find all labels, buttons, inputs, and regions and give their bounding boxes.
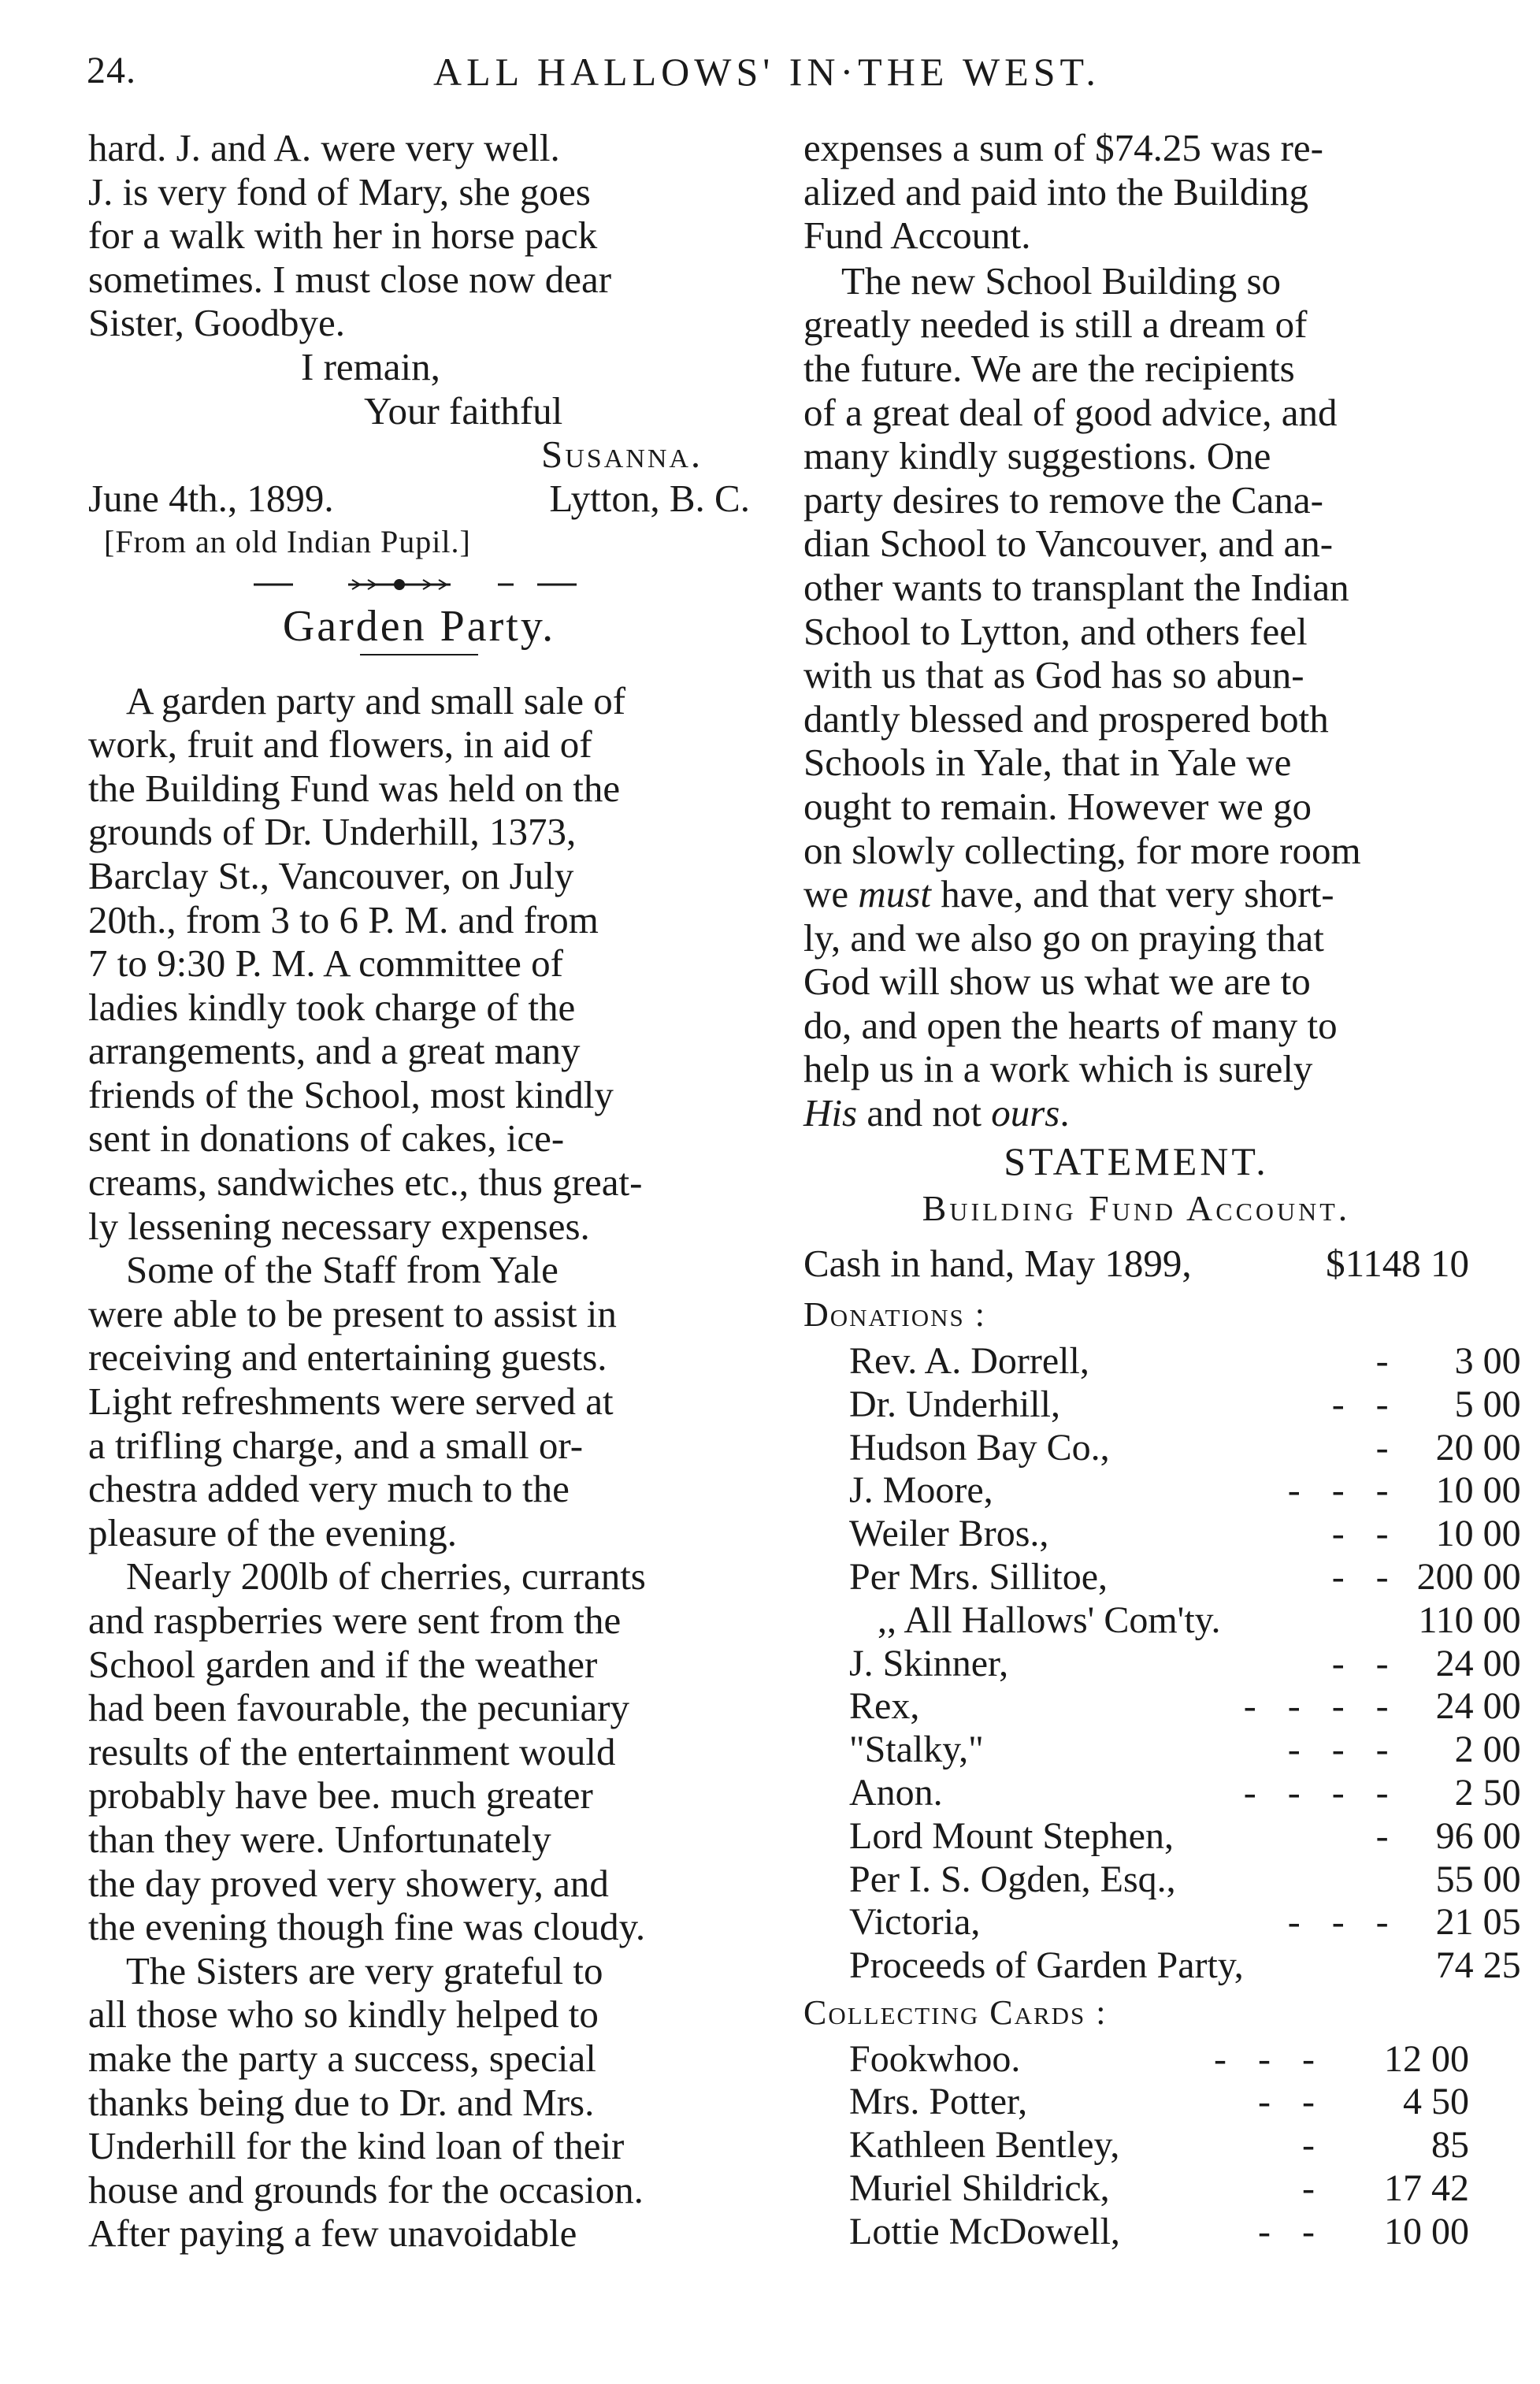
amount: 24 00 [1435,1642,1521,1684]
text-fragment: and not [866,1091,982,1135]
amount: 96 00 [1435,1814,1521,1857]
paragraph [88,1554,750,1948]
text-line: friends of the School, most kindly [88,1072,614,1116]
leader-dashes: - - [1331,1642,1400,1684]
leader-dashes: - - [1258,2081,1326,2123]
text-line: Underhill for the kind loan of their [88,2124,625,2168]
cash-amount: $1148 10 [1326,1241,1469,1285]
paragraph [88,1248,750,1554]
text-line: results of the entertainment would [88,1729,616,1773]
amount: 4 50 [1403,2081,1469,2123]
table-row [803,2124,1469,2167]
running-title: ALL HALLOWS' IN·THE WEST. [433,50,1100,94]
table-row [803,1685,1521,1729]
table-row [803,2211,1469,2254]
donor-name: Weiler Bros., [849,1513,1049,1555]
text-line: with us that as God has so abun- [803,653,1304,697]
text-line: Light refreshments were served at [88,1380,614,1424]
text-line: had been favourable, the pecuniary [88,1686,630,1730]
text-line: the evening though fine was cloudy. [88,1905,646,1949]
text-line: do, and open the hearts of many to [803,1003,1338,1047]
text-line: a trifling charge, and a small or- [88,1423,584,1467]
page-header [87,49,1473,104]
amount: 74 25 [1435,1944,1521,1987]
letter-body [88,126,750,345]
text-line: The Sisters are very grateful to [126,1948,603,1992]
text-line: party desires to remove the Cana- [803,477,1323,522]
letter-source-note: [From an old Indian Pupil.] [104,524,471,560]
letter-dateline [88,477,750,521]
text-line: God will show us what we are to [803,960,1311,1004]
text-line: 7 to 9:30 P. M. A committee of [88,941,563,986]
text-line: Nearly 200lb of cherries, currants [126,1554,646,1599]
amount: 200 00 [1416,1556,1521,1599]
text-line: than they were. Unfortunately [88,1817,551,1861]
leader-dashes: - [1302,2124,1326,2167]
leader-dashes: - - - - [1243,1772,1400,1814]
text-line: thanks being due to Dr. and Mrs. [88,2080,595,2124]
donor-name: Victoria, [849,1901,981,1944]
table-row [803,1944,1521,1988]
text-line: the future. We are the recipients [803,346,1295,390]
text-line: Schools in Yale, that in Yale we [803,741,1292,785]
paragraph [88,679,750,1249]
text-line: the Building Fund was held on the [88,766,621,810]
text-line: were able to be present to assist in [88,1291,617,1335]
letter-date: June 4th., 1899. [88,476,334,520]
table-row [803,1340,1521,1383]
table-row [803,1729,1521,1772]
text-line: School garden and if the weather [88,1642,598,1686]
donor-name: Dr. Underhill, [849,1383,1060,1425]
amount: 21 05 [1435,1901,1521,1944]
donations-table [803,1340,1521,1988]
page-number: 24. [87,50,136,91]
text-line: Sister, Goodbye. [88,301,346,345]
collecting-cards-heading: Collecting Cards : [803,1992,1108,2032]
donor-name: ,, All Hallows' Com'ty. [849,1599,1221,1641]
text-fragment: have, and that very short- [941,872,1334,916]
text-line: School to Lytton, and others feel [803,609,1308,653]
amount: 10 00 [1435,1513,1521,1555]
donor-name: Rex, [849,1685,920,1728]
amount: 10 00 [1384,2210,1469,2252]
leader-dashes: - - - [1287,1469,1400,1512]
text-line: probably have bee. much greater [88,1773,593,1818]
table-row [803,1772,1521,1815]
text-line: work, fruit and flowers, in aid of [88,722,592,767]
text-line: dantly blessed and prospered both [803,696,1329,741]
table-row [803,1469,1521,1513]
donor-name: Proceeds of Garden Party, [849,1944,1244,1987]
section-ornament [88,567,750,602]
leader-dashes: - - - [1214,2037,1326,2080]
leader-dashes: - - - - [1243,1685,1400,1728]
text-line: all those who so kindly helped to [88,1992,599,2037]
text-line: The new School Building so [841,258,1282,303]
table-row [803,1859,1521,1902]
paragraph [88,1949,750,2256]
text-line [803,872,1469,916]
paragraph [803,259,1469,1135]
left-column [88,126,766,2256]
text-fragment: . [1059,1091,1070,1135]
text-line: grounds of Dr. Underhill, 1373, [88,810,577,854]
text-line: receiving and entertaining guests. [88,1335,607,1380]
leader-dashes: - - [1331,1513,1400,1555]
text-line: ought to remain. However we go [803,784,1312,828]
table-row [803,1643,1521,1686]
donor-name: J. Moore, [849,1469,993,1512]
account-title: Building Fund Account. [922,1188,1351,1229]
table-row [803,1599,1521,1643]
leader-dashes: - [1375,1426,1400,1469]
text-line: Barclay St., Vancouver, on July [88,853,574,897]
collector-name: Fookwhoo. [849,2037,1021,2080]
italic-emphasis: must [858,872,931,916]
donations-heading: Donations : [803,1295,986,1335]
leader-dashes: - - [1331,1556,1400,1599]
table-row [803,1556,1521,1599]
amount: 2 50 [1454,1772,1521,1814]
text-line: arrangements, and a great many [88,1029,581,1073]
text-line: 20th., from 3 to 6 P. M. and from [88,897,599,941]
amount: 3 00 [1454,1340,1521,1383]
text-line: ladies kindly took charge of the [88,985,576,1029]
amount: 20 00 [1435,1426,1521,1469]
table-row [803,2038,1469,2081]
amount: 17 42 [1384,2167,1469,2209]
amount: 85 [1431,2124,1469,2167]
right-column [803,126,1521,2254]
text-line: A garden party and small sale of [126,678,626,722]
text-line: make the party a success, special [88,2036,596,2080]
collector-name: Kathleen Bentley, [849,2124,1120,2167]
text-line: house and grounds for the occasion. [88,2167,644,2211]
text-line: ly, and we also go on praying that [803,915,1324,960]
text-line: for a walk with her in horse pack [88,214,598,258]
collector-name: Muriel Shildrick, [849,2167,1110,2209]
amount: 10 00 [1435,1469,1521,1512]
italic-emphasis: ours [991,1091,1060,1135]
collector-name: Mrs. Potter, [849,2081,1028,2123]
collecting-cards-table [803,2038,1469,2254]
donor-name: Per Mrs. Sillitoe, [849,1556,1108,1599]
italic-emphasis: His [803,1091,858,1135]
table-row [803,1815,1521,1859]
amount: 5 00 [1454,1383,1521,1425]
text-line: ly lessening necessary expenses. [88,1204,590,1248]
leader-dashes: - - [1258,2210,1326,2252]
text-line: on slowly collecting, for more room [803,828,1361,872]
text-line: the day proved very showery, and [88,1861,609,1905]
amount: 2 00 [1454,1729,1521,1771]
text-fragment: we [803,872,849,916]
text-line [803,1091,1469,1135]
donor-name: J. Skinner, [849,1642,1009,1684]
leader-dashes: - [1302,2167,1326,2209]
table-row [803,1427,1521,1470]
text-line: greatly needed is still a dream of [803,303,1308,347]
letter-closing: Your faithful [364,388,563,433]
leader-dashes: - [1375,1814,1400,1857]
table-row [803,2167,1469,2211]
text-line: alized and paid into the Building [803,169,1308,214]
text-line: After paying a few unavoidable [88,2211,577,2256]
letter-closing: I remain, [301,344,440,388]
donor-name: Hudson Bay Co., [849,1426,1110,1469]
text-line: other wants to transplant the Indian [803,565,1349,609]
table-row [803,1901,1521,1944]
donor-name: Rev. A. Dorrell, [849,1340,1089,1383]
amount: 24 00 [1435,1685,1521,1728]
paragraph [803,126,1469,258]
text-line: J. is very fond of Mary, she goes [88,169,591,214]
text-line: pleasure of the evening. [88,1510,458,1554]
statement-title: STATEMENT. [1004,1138,1269,1183]
text-line: creams, sandwiches etc., thus great- [88,1160,643,1205]
leader-dashes [1244,1599,1417,1643]
text-line: dian School to Vancouver, and an- [803,522,1334,566]
text-line: and raspberries were sent from the [88,1599,622,1642]
text-line: Fund Account. [803,214,1031,258]
leader-dashes: - - - [1287,1901,1400,1944]
text-line: expenses a sum of $74.25 was re- [803,126,1323,169]
cash-in-hand-line [803,1242,1469,1286]
leader-dashes: - [1375,1340,1400,1383]
amount: 12 00 [1384,2037,1469,2080]
donor-name: Lord Mount Stephen, [849,1814,1174,1857]
table-row [803,2081,1469,2124]
text-line: many kindly suggestions. One [803,434,1271,478]
ornament-rule-icon [199,577,640,592]
letter-signature: Susanna. [541,433,703,477]
amount: 110 00 [1418,1599,1521,1641]
text-line: Some of the Staff from Yale [126,1248,558,1292]
donor-name: "Stalky," [849,1729,984,1771]
cash-label: Cash in hand, May 1899, [803,1241,1192,1285]
title-underline [360,654,478,655]
leader-dashes [1244,1944,1417,1988]
text-line: sometimes. I must close now dear [88,257,612,301]
letter-place: Lytton, B. C. [549,476,750,520]
section-title: Garden Party. [282,601,556,651]
collector-name: Lottie McDowell, [849,2210,1120,2252]
table-row [803,1513,1521,1556]
leader-dashes: - - - [1287,1729,1400,1771]
leader-dashes: - - [1331,1383,1400,1425]
amount: 55 00 [1435,1858,1521,1900]
text-line: chestra added very much to the [88,1467,570,1511]
leader-dashes [1244,1859,1417,1902]
text-line: help us in a work which is surely [803,1047,1313,1091]
donor-name: Per I. S. Ogden, Esq., [849,1858,1176,1900]
table-row [803,1383,1521,1427]
donor-name: Anon. [849,1772,943,1814]
text-line: of a great deal of good advice, and [803,390,1338,434]
text-line: hard. J. and A. were very well. [88,126,560,169]
text-line: sent in donations of cakes, ice- [88,1116,565,1160]
